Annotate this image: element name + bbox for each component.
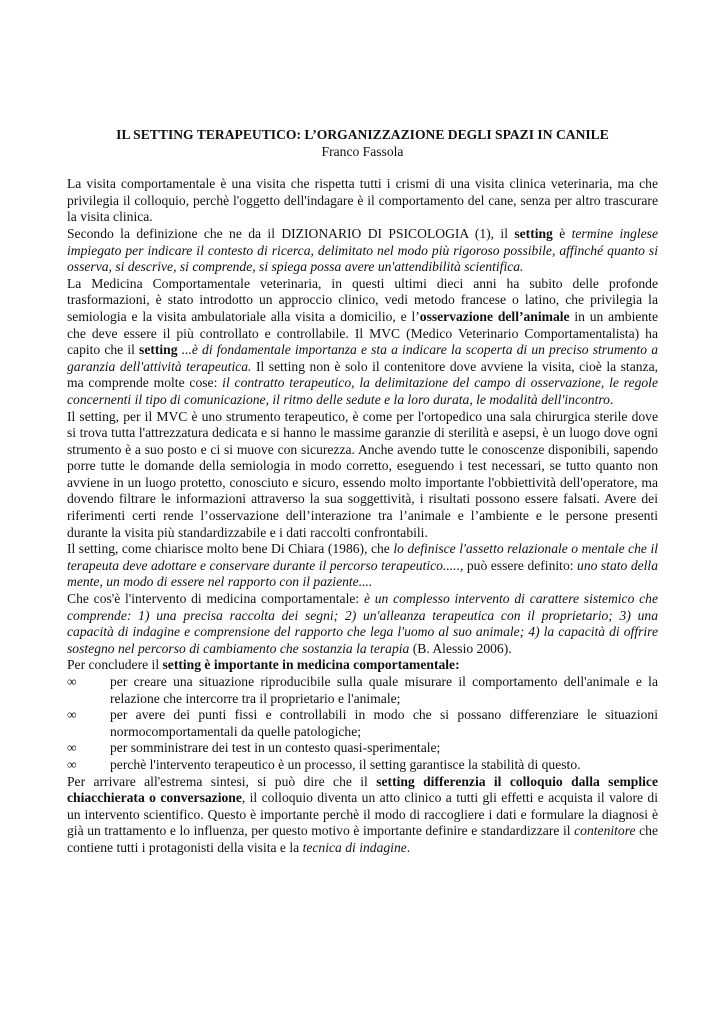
- list-item-text: per avere dei punti fissi e controllabili in modo che si possano differenziare le situazioni normocomportamentali da quelle patologiche;: [110, 707, 658, 739]
- list-item-text: per creare una situazione riproducibile sulla quale misurare il comportamento dell'animale e la relazione che intercorre tra il proprietario e l'animale;: [110, 674, 658, 706]
- infinity-bullet-icon: ∞: [67, 740, 77, 756]
- text-run: (B. Alessio 2006).: [409, 640, 512, 656]
- document-title: IL SETTING TERAPEUTICO: L’ORGANIZZAZIONE DEGLI SPAZI IN CANILE: [116, 127, 609, 142]
- text-run: Per concludere il: [67, 657, 163, 673]
- text-run: Secondo la definizione che ne da il DIZIONARIO DI PSICOLOGIA (1), il: [67, 225, 515, 241]
- document-author: Franco Fassola: [321, 143, 404, 159]
- list-item-text: per somministrare dei test in un contesto quasi-sperimentale;: [110, 740, 441, 756]
- text-run: in un ambiente che deve essere il più controllato e controllabile. Il MVC (Medico Veterinario Comportamentalista) ha capito che il: [67, 308, 658, 358]
- paragraph-intervento: [67, 591, 658, 657]
- text-run: La Medicina Comportamentale veterinaria, in questi ultimi dieci anni ha subito delle profonde trasformazioni, è stato introdotto un approccio clinico, vedi metodo francese o latino, che privilegia la semiologia e la visita ambulatoriale alla visita a domicilio, e l’: [67, 275, 658, 324]
- text-run: .: [406, 839, 411, 855]
- paragraph-medicina: [67, 276, 658, 409]
- text-run: , può essere definito:: [459, 557, 578, 573]
- italic-quote: termine inglese impiegato per indicare il contesto di ricerca, delimitato nel modo più rigoroso possibile, affinché quanto si osserva, si descrive, si comprende, si spiega possa avere un'attendibilità scientifica.: [67, 225, 658, 275]
- italic-quote: uno stato della mente, un modo di essere nel rapporto con il paziente....: [67, 557, 659, 590]
- paragraph-di-chiara: [67, 541, 658, 591]
- bold-term: osservazione dell’animale: [419, 308, 570, 324]
- text-run: , il colloquio diventa un atto clinico a tutti gli effetti e acquista il valore di un intervento scientifico. Questo è importante perchè il modo di raccogliere i dati e formulare la diagnosi è già un trattamento e lo influenza, per questo motivo è importante definire e standardizzare il: [67, 790, 658, 839]
- list-item: [67, 707, 658, 740]
- paragraph-intro: La visita comportamentale è una visita che rispetta tutti i crismi di una visita clinica veterinaria, ma che privilegia il colloquio, perchè l'oggetto dell'indagare è il comportamento del cane, senza per altro trascurare la visita clinica.: [67, 176, 658, 225]
- list-item: [67, 757, 658, 774]
- paragraph-sintesi: [67, 774, 658, 857]
- italic-quote: il contratto terapeutico, la delimitazione del campo di osservazione, le regole concernenti il tipo di comunicazione, il ritmo delle sedute e la loro durata, le modalità dell'incontro: [67, 375, 658, 407]
- italic-term: tecnica di indagine: [302, 839, 407, 855]
- text-run: Il setting non è solo il contenitore dove avviene la visita, cioè la stanza, ma comprende molte cose:: [67, 358, 658, 391]
- italic-quote: lo definisce l'assetto relazionale o mentale che il terapeuta deve adottare e conservare durante il percorso terapeutico.....: [67, 541, 659, 573]
- bullet-list: [67, 674, 658, 774]
- text-run: Il setting, come chiarisce molto bene Di Chiara (1986), che: [67, 541, 394, 557]
- text-run: Che cos'è l'intervento di medicina comportamentale:: [67, 591, 364, 607]
- infinity-bullet-icon: ∞: [67, 674, 77, 689]
- paragraph-strumento: Il setting, per il MVC è uno strumento terapeutico, è come per l'ortopedico una sala chirurgica sterile dove si trova tutta l'attrezzatura dedicata e si hanno le massime garanzie di sterilità e asepsi, è un luogo dove ogni strumento è a suo posto e ci si muove con sicurezza. Anche avendo tutte le conoscenze disponibili, sapendo porre tutte le domande della semiologia in modo corretto, eseguendo i test necessari, se tutto quanto non avviene in un luogo protetto, conosciuto e sicuro, essendo molto importante l'obbiettività dell'operatore, ma dovendo filtrare le informazioni attraverso la sua soggettività, i risultati possono essere falsati. Avere dei riferimenti certi rende l’osservazione dell’interazione tra l’animale e l’ambiente e le persone presenti durante la visita più standardizzabile e i dati raccolti confrontabili.: [67, 408, 658, 540]
- paragraph-concludere: [67, 657, 658, 674]
- italic-term: contenitore: [574, 823, 636, 839]
- list-item-text: perchè l'intervento terapeutico è un processo, il setting garantisce la stabilità di questo.: [110, 756, 581, 772]
- list-item: [67, 740, 658, 757]
- bold-term: setting: [514, 225, 553, 241]
- bold-term: setting differenzia il colloquio dalla semplice chiacchierata o conversazione: [67, 773, 658, 806]
- paragraph-definition: [67, 226, 658, 276]
- italic-quote: è un complesso intervento di carattere sistemico che comprende: 1) una precisa raccolta dei segni; 2) un'alleanza terapeutica con il proprietario; 3) una capacità di indagine e comprensione del rapporto che lega l'uomo al suo animale; 4) la capacità di offrire sostegno nel percorso di cambiamento che sostanzia la terapia: [67, 591, 659, 656]
- bold-term: setting è importante in medicina comportamentale:: [162, 657, 460, 673]
- text-run: .: [609, 391, 614, 407]
- list-item: [67, 674, 658, 707]
- infinity-bullet-icon: ∞: [67, 756, 77, 772]
- text-run: che contiene tutti i protagonisti della visita e la: [67, 823, 658, 855]
- italic-quote: ...è di fondamentale importanza e sta a indicare la scoperta di un preciso strumento a garanzia dell'attività terapeutica.: [67, 342, 659, 374]
- text-run: Per arrivare all'estrema sintesi, si può dire che il: [67, 773, 377, 789]
- infinity-bullet-icon: ∞: [67, 707, 77, 723]
- bold-term: setting: [139, 342, 178, 358]
- text-run: è: [552, 225, 572, 241]
